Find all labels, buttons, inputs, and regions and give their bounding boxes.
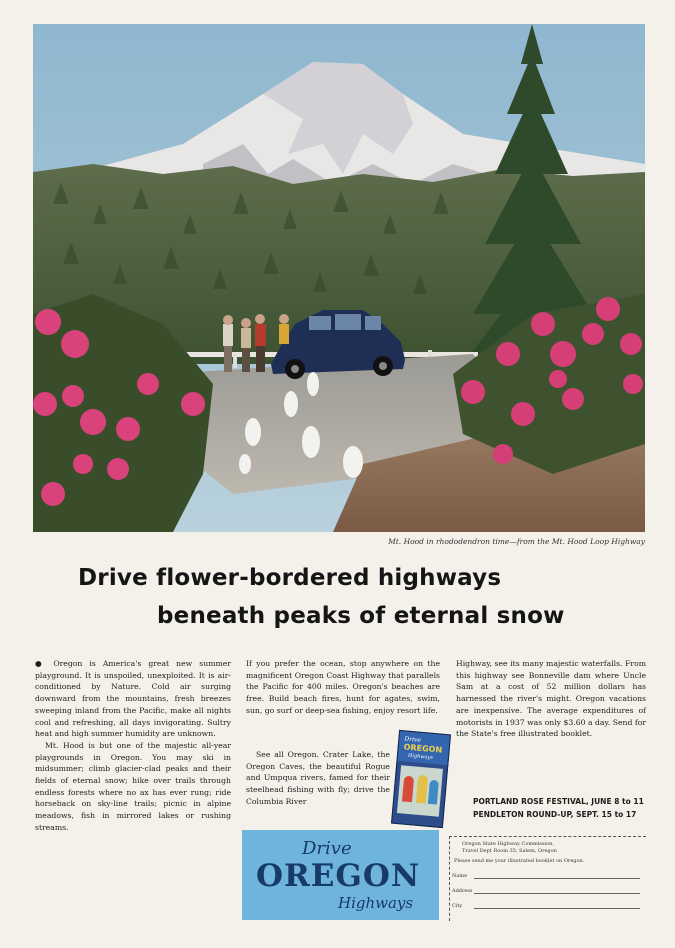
coupon-address-label: Address bbox=[452, 888, 473, 894]
drive-oregon-logo bbox=[242, 830, 439, 920]
body-column-3 bbox=[456, 658, 646, 740]
paragraph: Mt. Hood is but one of the majestic all-year playgrounds in Oregon. You may ski in midsummer; climb glacier-clad peaks and their fields of eternal snow; hike over trails through endless forests where no ax has ever rung; ride horseback on sky-line trails; picnic in alpine meadows, fish in mirrored lakes or rushing streams. bbox=[35, 740, 231, 832]
headline-line-2: beneath peaks of eternal snow bbox=[157, 603, 565, 629]
photo-illustration bbox=[33, 24, 645, 532]
event-rose-festival: PORTLAND ROSE FESTIVAL, JUNE 8 to 11 bbox=[473, 797, 644, 806]
coupon-name-label: Name bbox=[452, 873, 468, 879]
paragraph: If you prefer the ocean, stop anywhere on the magnificent Oregon Coast Highway that parallels the Pacific for 400 miles. Oregon's beaches are free. Build beach fires, hunt for agates, swim, sun, go surf or deep-sea fishing, enjoy resort life. bbox=[246, 659, 440, 715]
coupon-city-line bbox=[474, 907, 640, 909]
coupon-name-field[interactable] bbox=[452, 869, 646, 879]
mt-hood-photo bbox=[33, 24, 645, 532]
coupon-name-line bbox=[474, 877, 640, 879]
mail-in-coupon bbox=[449, 836, 646, 921]
coupon-city-field[interactable] bbox=[452, 899, 646, 909]
coupon-address-line-1: Oregon State Highway Commission, bbox=[462, 841, 554, 847]
event-round-up: PENDLETON ROUND-UP, SEPT. 15 to 17 bbox=[473, 810, 637, 819]
logo-drive: Drive bbox=[302, 838, 352, 859]
body-column-1 bbox=[35, 658, 231, 834]
headline-line-1: Drive flower-bordered highways bbox=[78, 565, 502, 591]
booklet-oregon: OREGON bbox=[403, 742, 443, 755]
paragraph: ● Oregon is America's great new summer playground. It is unspoiled, unexploited. It is air-conditioned by Nature. Cold air surging downward from the mountains, fresh breezes sweeping inland from the Pacific, make all nights cool and refreshing, all days invigorating. Sultry heat and high summer humidity are unknown. bbox=[35, 659, 231, 739]
booklet-highways: Highways bbox=[407, 752, 434, 761]
booklet-drive: Drive bbox=[404, 735, 422, 744]
photo-caption: Mt. Hood in rhododendron time—from the Mt. Hood Loop Highway bbox=[388, 537, 645, 546]
logo-highways: Highways bbox=[338, 894, 414, 912]
coupon-city-label: City bbox=[452, 903, 463, 909]
coupon-request: Please send me your illustrated booklet on Oregon. bbox=[454, 858, 585, 864]
paragraph: Highway, see its many majestic waterfalls. From this highway see Bonneville dam where Uncle Sam at a cost of 52 million dollars has harnessed the river's might. Oregon vacations are inexpensive. The average expenditures of motorists in 1937 was only $3.60 a day. Send for the State's free illustrated booklet. bbox=[456, 659, 646, 739]
booklet-cover bbox=[391, 730, 451, 828]
logo-oregon: OREGON bbox=[256, 858, 421, 894]
coupon-address-line-2: Travel Dept Room 35, Salem, Oregon bbox=[462, 847, 557, 854]
coupon-address-field[interactable] bbox=[452, 884, 646, 894]
coupon-address bbox=[462, 841, 646, 854]
body-column-2 bbox=[246, 658, 440, 717]
body-column-2-continued: See all Oregon. Crater Lake, the Oregon Caves, the beautiful Rogue and Umpqua rivers, famed for their steelhead fishing with fly; drive the Columbia River bbox=[246, 750, 390, 806]
event-list bbox=[473, 795, 648, 821]
coupon-address-line bbox=[474, 892, 640, 894]
